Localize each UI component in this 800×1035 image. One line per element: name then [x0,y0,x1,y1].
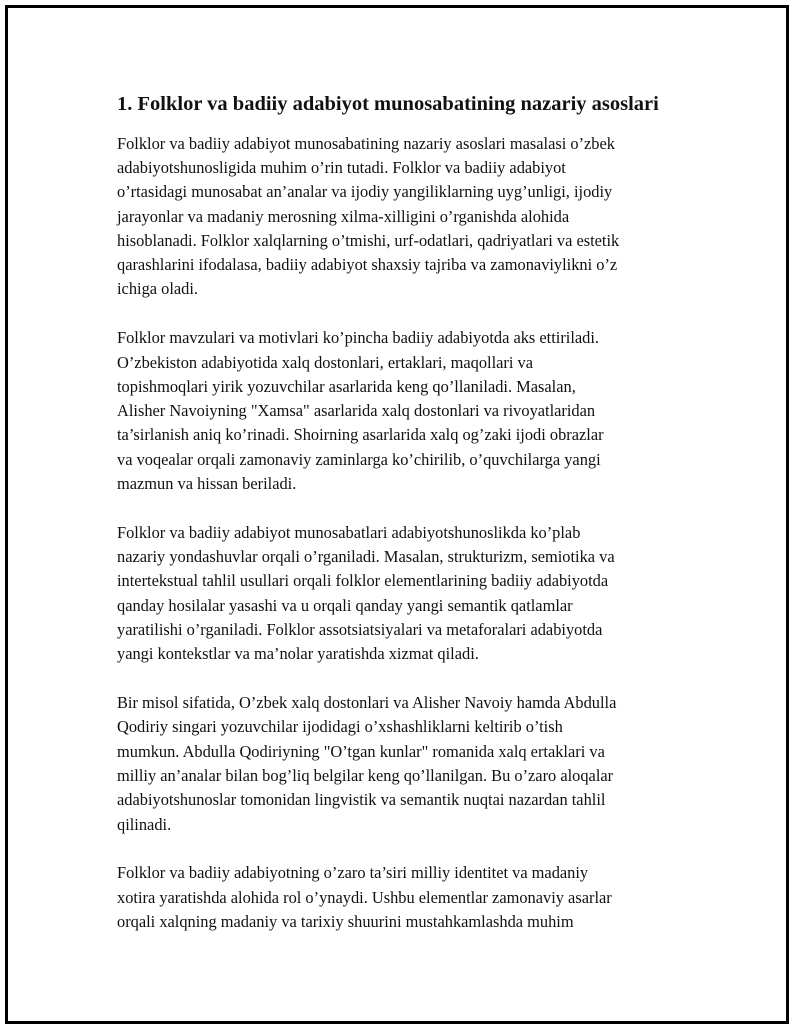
text-line: xotira yaratishda alohida rol o’ynaydi. Ushbu elementlar zamonaviy asarlar [117,887,612,907]
text-line: topishmoqlari yirik yozuvchilar asarlarida keng qo’llaniladi. Masalan, [117,376,576,396]
paragraph-1 [117,132,707,302]
text-line: Folklor va badiiy adabiyotning o’zaro ta’siri milliy identitet va madaniy [117,863,589,883]
text-line: milliy an’analar bilan bog’liq belgilar keng qo’llanilgan. Bu o’zaro aloqalar [117,765,614,785]
paragraph-3 [117,521,707,667]
text-line: qilinadi. [117,814,172,834]
document-body [117,92,707,959]
text-line: Alisher Navoiyning "Xamsa" asarlarida xalq dostonlari va rivoyatlaridan [117,401,596,421]
paragraph-5 [117,861,707,934]
text-line: o’rtasidagi munosabat an’analar va ijodiy yangiliklarning uyg’unligi, ijodiy [117,182,613,202]
paragraph-2 [117,326,707,496]
text-line: O’zbekiston adabiyotida xalq dostonlari, ertaklari, maqollari va [117,352,534,372]
text-line: yaratilishi o’rganiladi. Folklor assotsiatsiyalari va metaforalari adabiyotda [117,619,603,639]
text-line: jarayonlar va madaniy merosning xilma-xilligini o’rganishda alohida [117,206,570,226]
paragraph-4 [117,691,707,837]
section-heading: 1. Folklor va badiiy adabiyot munosabatining nazariy asoslari [117,93,659,115]
text-line: Folklor va badiiy adabiyot munosabatining nazariy asoslari masalasi o’zbek [117,133,615,153]
text-line: adabiyotshunoslar tomonidan lingvistik va semantik nuqtai nazardan tahlil [117,790,606,810]
text-line: va voqealar orqali zamonaviy zaminlarga ko’chirilib, o’quvchilarga yangi [117,449,601,469]
text-line: adabiyotshunosligida muhim o’rin tutadi. Folklor va badiiy adabiyot [117,157,566,177]
text-line: intertekstual tahlil usullari orqali folklor elementlarining badiiy adabiyotda [117,571,609,591]
text-line: Qodiriy singari yozuvchilar ijodidagi o’xshashliklarni keltirib o’tish [117,717,563,737]
text-line: yangi kontekstlar va ma’nolar yaratishda xizmat qiladi. [117,644,479,664]
text-line: ta’sirlanish aniq ko’rinadi. Shoirning asarlarida xalq og’zaki ijodi obrazlar [117,425,604,445]
text-line: qarashlarini ifodalasa, badiiy adabiyot shaxsiy tajriba va zamonaviylikni o’z [117,255,618,275]
text-line: mumkun. Abdulla Qodiriyning "O’tgan kunlar" romanida xalq ertaklari va [117,741,605,761]
text-line: Folklor mavzulari va motivlari ko’pincha badiiy adabiyotda aks ettiriladi. [117,328,600,348]
text-line: Folklor va badiiy adabiyot munosabatlari adabiyotshunoslikda ko’plab [117,522,581,542]
text-line: ichiga oladi. [117,279,199,299]
text-line: Bir misol sifatida, O’zbek xalq dostonlari va Alisher Navoiy hamda Abdulla [117,693,617,713]
text-line: nazariy yondashuvlar orqali o’rganiladi. Masalan, strukturizm, semiotika va [117,547,615,567]
text-line: qanday hosilalar yasashi va u orqali qanday yangi semantik qatlamlar [117,595,573,615]
text-line: hisoblanadi. Folklor xalqlarning o’tmishi, urf-odatlari, qadriyatlari va estetik [117,230,620,250]
text-line: orqali xalqning madaniy va tarixiy shuurini mustahkamlashda muhim [117,911,574,931]
text-line: mazmun va hissan beriladi. [117,473,297,493]
